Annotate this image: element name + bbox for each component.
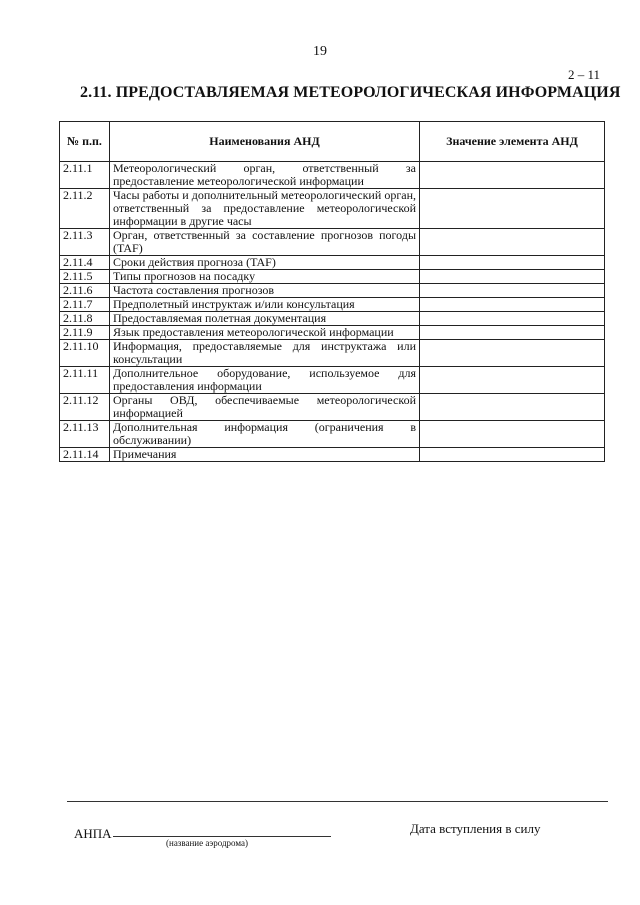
row-value xyxy=(420,326,605,340)
row-value xyxy=(420,312,605,326)
row-name: Дополнительная информация (ограничения в обслуживании) xyxy=(110,421,420,448)
row-name: Предполетный инструктаж и/или консультация xyxy=(110,298,420,312)
table-row xyxy=(60,270,605,284)
row-number: 2.11.7 xyxy=(60,298,110,312)
row-name: Органы ОВД, обеспечиваемые метеорологической информацией xyxy=(110,394,420,421)
row-number: 2.11.3 xyxy=(60,229,110,256)
table-row xyxy=(60,284,605,298)
row-number: 2.11.12 xyxy=(60,394,110,421)
row-name: Дополнительное оборудование, используемое для предоставления информации xyxy=(110,367,420,394)
row-value xyxy=(420,448,605,462)
row-value xyxy=(420,298,605,312)
header-number: № п.п. xyxy=(60,122,110,162)
aerodrome-name-line xyxy=(113,836,331,837)
row-number: 2.11.13 xyxy=(60,421,110,448)
row-value xyxy=(420,270,605,284)
row-value xyxy=(420,229,605,256)
row-value xyxy=(420,394,605,421)
row-name: Метеорологический орган, ответственный за предоставление метеорологической информации xyxy=(110,162,420,189)
table-row xyxy=(60,312,605,326)
table-row xyxy=(60,367,605,394)
row-value xyxy=(420,189,605,229)
header-name: Наименования АНД xyxy=(110,122,420,162)
section-title: 2.11. ПРЕДОСТАВЛЯЕМАЯ МЕТЕОРОЛОГИЧЕСКАЯ ИНФОРМАЦИЯ xyxy=(80,84,621,101)
table-row xyxy=(60,448,605,462)
anpa-label: АНПА xyxy=(74,826,112,841)
effective-date-label: Дата вступления в силу xyxy=(410,821,541,836)
header-value: Значение элемента АНД xyxy=(420,122,605,162)
row-number: 2.11.5 xyxy=(60,270,110,284)
table-row xyxy=(60,189,605,229)
row-value xyxy=(420,421,605,448)
row-number: 2.11.6 xyxy=(60,284,110,298)
row-number: 2.11.2 xyxy=(60,189,110,229)
page-code: 2 – 11 xyxy=(568,67,601,82)
table-row xyxy=(60,162,605,189)
table-row xyxy=(60,229,605,256)
row-name: Частота составления прогнозов xyxy=(110,284,420,298)
row-number: 2.11.14 xyxy=(60,448,110,462)
row-name: Типы прогнозов на посадку xyxy=(110,270,420,284)
row-name: Информация, предоставляемые для инструктажа или консультации xyxy=(110,340,420,367)
row-number: 2.11.10 xyxy=(60,340,110,367)
aerodrome-caption: (название аэродрома) xyxy=(166,838,248,848)
row-number: 2.11.8 xyxy=(60,312,110,326)
table-row xyxy=(60,326,605,340)
row-name: Предоставляемая полетная документация xyxy=(110,312,420,326)
footer-divider xyxy=(67,801,608,802)
row-value xyxy=(420,256,605,270)
table-header-row xyxy=(60,122,605,162)
row-name: Орган, ответственный за составление прогнозов погоды (TAF) xyxy=(110,229,420,256)
table-row xyxy=(60,298,605,312)
and-table xyxy=(59,121,605,462)
row-number: 2.11.4 xyxy=(60,256,110,270)
row-name: Примечания xyxy=(110,448,420,462)
row-name: Часы работы и дополнительный метеорологический орган, ответственный за предоставление метеорологической информации в другие часы xyxy=(110,189,420,229)
row-number: 2.11.9 xyxy=(60,326,110,340)
row-name: Язык предоставления метеорологической информации xyxy=(110,326,420,340)
row-number: 2.11.11 xyxy=(60,367,110,394)
row-value xyxy=(420,367,605,394)
table-row xyxy=(60,256,605,270)
row-value xyxy=(420,162,605,189)
row-number: 2.11.1 xyxy=(60,162,110,189)
table-row xyxy=(60,340,605,367)
row-value xyxy=(420,340,605,367)
row-name: Сроки действия прогноза (TAF) xyxy=(110,256,420,270)
table-row xyxy=(60,394,605,421)
table-row xyxy=(60,421,605,448)
row-value xyxy=(420,284,605,298)
page-number: 19 xyxy=(313,44,327,59)
